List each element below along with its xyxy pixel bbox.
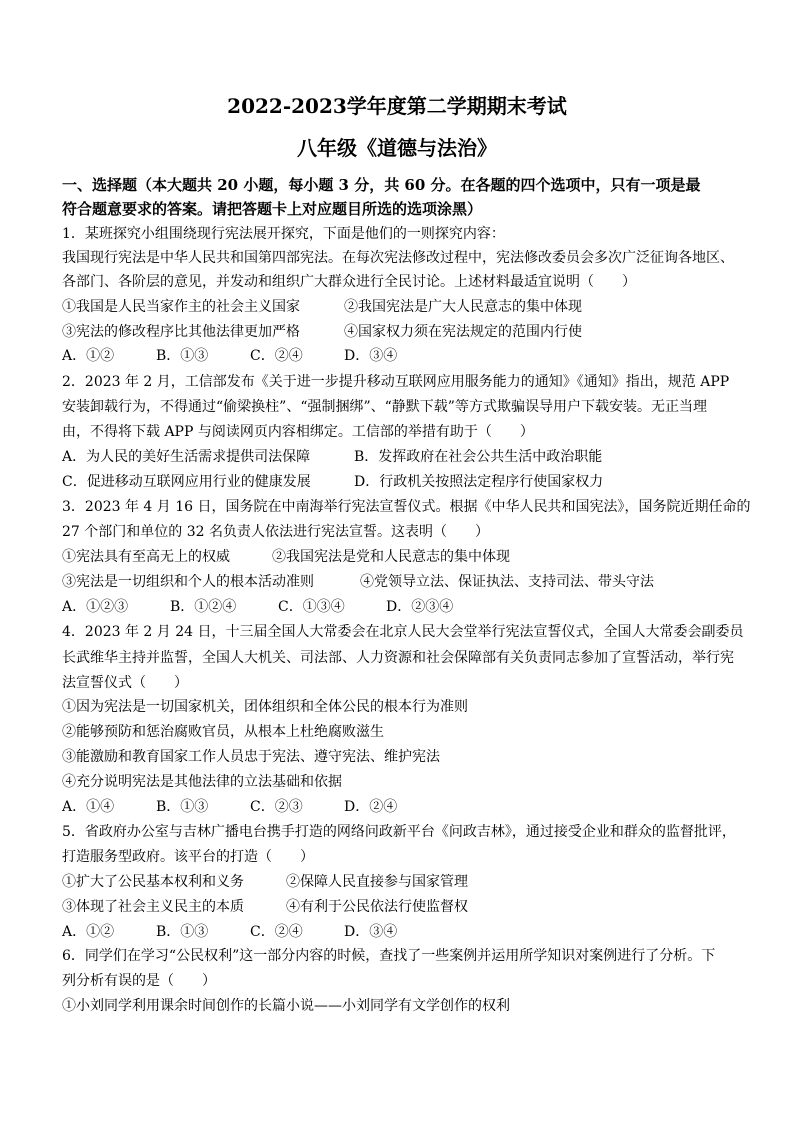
- q2-stem-line3: 由，不得将下载 APP 与阅读网页内容相绑定。工信部的举措有助于（ ）: [62, 424, 534, 440]
- q3-stem-line2: 27 个部门和单位的 32 名负责人依法进行宪法宣誓。这表明（ ）: [62, 524, 489, 540]
- exam-subtitle: 八年级《道德与法治》: [297, 136, 497, 160]
- q1-stem-line3: 各部门、各阶层的意见，并发动和组织广大群众进行全民讨论。上述材料最适宜说明（ ）: [62, 274, 636, 290]
- q1-choice-a: A．①②: [62, 348, 115, 364]
- q5-stem-line2: 打造服务型政府。该平台的打造（ ）: [62, 849, 314, 865]
- q5-choice-c: C．②④: [250, 924, 303, 940]
- q1-stem-line1: 1．某班探究小组围绕现行宪法展开探究，下面是他们的一则探究内容：: [62, 226, 505, 242]
- q4-choice-d: D．②④: [344, 799, 398, 815]
- q1-statement-4: ④国家权力须在宪法规定的范围内行使: [344, 324, 582, 340]
- q1-stem-line2: 我国现行宪法是中华人民共和国第四部宪法。在每次宪法修改过程中，宪法修改委员会多次广泛征询各地区、: [62, 250, 734, 266]
- q1-choice-b: B．①③: [156, 348, 209, 364]
- q4-statement-1: ①因为宪法是一切国家机关，团体组织和全体公民的根本行为准则: [62, 699, 468, 715]
- q5-statement-4: ④有利于公民依法行使监督权: [286, 899, 468, 915]
- q6-stem-line2: 列分析有误的是（ ）: [62, 973, 216, 989]
- q4-statement-3: ③能激励和教育国家工作人员忠于宪法、遵守宪法、维护宪法: [62, 749, 440, 765]
- q2-choice-d: D．行政机关按照法定程序行使国家权力: [354, 474, 604, 490]
- q5-choice-d: D．③④: [344, 924, 398, 940]
- q2-choice-b: B．发挥政府在社会公共生活中政治职能: [354, 449, 603, 465]
- q3-choice-a: A．①②③: [62, 599, 129, 615]
- q3-choice-b: B．①②④: [170, 599, 237, 615]
- q6-stem-line1: 6．同学们在学习“公民权利”这一部分内容的时候，查找了一些案例并运用所学知识对案例进行了分析。下: [62, 948, 716, 964]
- q5-statement-1: ①扩大了公民基本权利和义务: [62, 874, 244, 890]
- section-heading-line2: 符合题意要求的答案。请把答题卡上对应题目所选的选项涂黑）: [62, 200, 483, 218]
- q4-statement-2: ②能够预防和惩治腐败官员，从根本上杜绝腐败滋生: [62, 724, 384, 740]
- q1-choice-d: D．③④: [344, 348, 398, 364]
- q4-choice-a: A．①④: [62, 799, 115, 815]
- q6-statement-1: ①小刘同学利用课余时间创作的长篇小说——小刘同学有文学创作的权利: [62, 998, 510, 1014]
- exam-title: 2022-2023学年度第二学期期末考试: [227, 94, 567, 118]
- q1-statement-1: ①我国是人民当家作主的社会主义国家: [62, 299, 300, 315]
- q5-choice-a: A．①②: [62, 924, 115, 940]
- q4-stem-line2: 长武维华主持并监誓，全国人大机关、司法部、人力资源和社会保障部有关负责同志参加了宣誓活动，举行宪: [62, 650, 734, 666]
- q5-choice-b: B．①③: [156, 924, 209, 940]
- q3-statement-4: ④党领导立法、保证执法、支持司法、带头守法: [360, 574, 654, 590]
- q3-statement-1: ①宪法具有至高无上的权威: [62, 549, 230, 565]
- q3-statement-3: ③宪法是一切组织和个人的根本活动准则: [62, 574, 314, 590]
- q2-choice-c: C．促进移动互联网应用行业的健康发展: [62, 474, 311, 490]
- q1-choice-c: C．②④: [250, 348, 303, 364]
- q4-choice-b: B．①③: [156, 799, 209, 815]
- q4-stem-line3: 法宣誓仪式（ ）: [62, 675, 188, 691]
- q2-stem-line2: 安装卸载行为，不得通过“偷梁换柱”、“强制捆绑”、“静默下载”等方式欺骗误导用户下载安装。无正当理: [62, 399, 707, 415]
- q5-statement-3: ③体现了社会主义民主的本质: [62, 899, 244, 915]
- q2-stem-line1: 2．2023 年 2 月，工信部发布《关于进一步提升移动互联网应用服务能力的通知》《通知》指出，规范 APP: [62, 374, 730, 390]
- q1-statement-2: ②我国宪法是广大人民意志的集中体现: [344, 299, 582, 315]
- q5-stem-line1: 5．省政府办公室与吉林广播电台携手打造的网络问政新平台《问政吉林》，通过接受企业和群众的监督批评，: [62, 824, 736, 840]
- q5-statement-2: ②保障人民直接参与国家管理: [286, 874, 468, 890]
- q2-choice-a: A．为人民的美好生活需求提供司法保障: [62, 449, 311, 465]
- q3-choice-c: C．①③④: [278, 599, 345, 615]
- q4-stem-line1: 4．2023 年 2 月 24 日，十三届全国人大常委会在北京人民大会堂举行宪法宣誓仪式，全国人大常委会副委员: [62, 624, 744, 640]
- q4-choice-c: C．②③: [250, 799, 303, 815]
- q3-statement-2: ②我国宪法是党和人民意志的集中体现: [272, 549, 510, 565]
- q3-choice-d: D．②③④: [386, 599, 454, 615]
- q3-stem-line1: 3．2023 年 4 月 16 日，国务院在中南海举行宪法宣誓仪式。根据《中华人民共和国宪法》，国务院近期任命的: [62, 499, 751, 515]
- q1-statement-3: ③宪法的修改程序比其他法律更加严格: [62, 324, 300, 340]
- section-heading-line1: 一、选择题（本大题共 20 小题，每小题 3 分，共 60 分。在各题的四个选项中，只有一项是最: [62, 176, 701, 194]
- q4-statement-4: ④充分说明宪法是其他法律的立法基础和依据: [62, 774, 342, 790]
